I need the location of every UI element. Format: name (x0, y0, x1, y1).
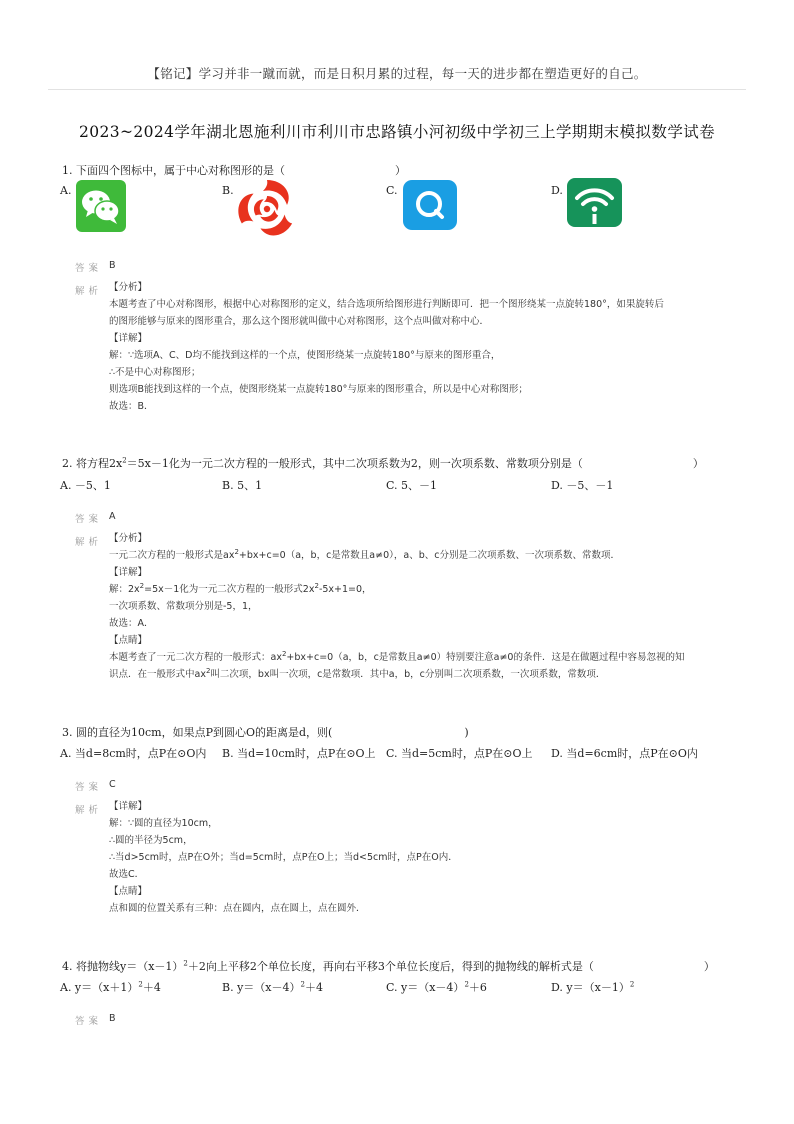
question-2-stem: 2. 将方程$2x^2=5x-1$化为一元二次方程的一般形式，其中二次项系数为2，则一次项系数、常数项分别是（ ） (62, 456, 704, 470)
analysis-line: 识点．在一般形式中$ax^2$叫二次项，bx叫一次项，c是常数项．其中a，b，c分别叫二次项系数，一次项系数，常数项． (109, 666, 606, 680)
q3-answer-label: 答案 (75, 782, 103, 793)
q1-answer-label: 答案 (75, 263, 103, 274)
analysis-line: 则选项B能找到这样的一个点，使图形绕某一点旋转180°与原来的图形重合，所以是中心对称图形； (109, 384, 528, 395)
q3-option-c: C. 当d=5cm时，点P在⊙O上 (386, 747, 533, 760)
q3-option-b: B. 当d=10cm时，点P在⊙O上 (222, 747, 376, 760)
q1-option-a-label: A. (60, 184, 72, 197)
analysis-line: 本题考查了中心对称图形，根据中心对称图形的定义，结合选项所给图形进行判断即可．把一个图形绕某一点旋转180°，如果旋转后 (109, 299, 664, 310)
analysis-line: 一次项系数、常数项分别是-5，1， (109, 601, 258, 612)
analysis-line: 解：∵圆的直径为10cm， (109, 818, 218, 829)
q4-answer-label: 答案 (75, 1016, 103, 1027)
q2-analysis (109, 530, 684, 683)
analysis-line: 解：$2x^2=5x-1$化为一元二次方程的一般形式$2x^2-5x+1=0$， (109, 581, 372, 595)
analysis-line: 【详解】 (109, 333, 148, 344)
q2-analysis-label: 解析 (75, 537, 103, 548)
analysis-line: ∴不是中心对称图形； (109, 367, 201, 378)
analysis-line: 【详解】 (109, 567, 148, 578)
analysis-line: 【分析】 (109, 533, 148, 544)
question-4-stem: 4. 将抛物线$y=(x-1)^2+2$向上平移2个单位长度，再向右平移3个单位长度后，得到的抛物线的解析式是（ ） (62, 959, 715, 973)
analysis-line: ∴当d>5cm时，点P在O外；当d=5cm时，点P在O上；当d<5cm时，点P在O内． (109, 852, 458, 863)
q4-option-c: C. $y=(x-4)^2+6$ (386, 980, 487, 994)
analysis-line: 故选C． (109, 869, 145, 880)
search-app-icon (403, 180, 457, 230)
analysis-line: 的图形能够与原来的图形重合，那么这个图形就叫做中心对称图形，这个点叫做对称中心． (109, 316, 490, 327)
q3-analysis (109, 798, 458, 917)
analysis-line: 故选：B． (109, 401, 154, 412)
q4-option-d: D. $y=(x-1)^2$ (551, 980, 635, 994)
q2-option-d: D. －5、－1 (551, 479, 614, 492)
phoenix-logo-icon (236, 178, 298, 240)
analysis-line: 【详解】 (109, 801, 148, 812)
wifi-signal-icon (567, 178, 622, 227)
analysis-line: 解：∵选项A、C、D均不能找到这样的一个点，使图形绕某一点旋转180°与原来的图形重合， (109, 350, 501, 361)
motto-banner: 【铭记】学习并非一蹴而就，而是日积月累的过程，每一天的进步都在塑造更好的自己。 (147, 66, 647, 81)
analysis-line: 【点睛】 (109, 886, 148, 897)
wechat-icon (76, 180, 126, 232)
page-title: 2023~2024学年湖北恩施利川市利川市忠路镇小河初级中学初三上学期期末模拟数学试卷 (78, 123, 716, 141)
question-3-stem: 3. 圆的直径为10cm，如果点P到圆心O的距离是d，则( ) (62, 726, 469, 739)
analysis-line: ∴圆的半径为5cm， (109, 835, 193, 846)
q4-answer-value: B (109, 1013, 116, 1024)
analysis-line: 故选：A． (109, 618, 154, 629)
q1-option-c-label: C. (386, 184, 398, 197)
q3-answer-value: C (109, 779, 116, 790)
q2-option-a: A. －5、1 (60, 479, 111, 492)
header-divider (48, 89, 746, 90)
q1-analysis (109, 279, 664, 415)
analysis-line: 【点睛】 (109, 635, 148, 646)
q2-option-c: C. 5、－1 (386, 479, 438, 492)
q4-option-a: A. $y=(x+1)^2+4$ (60, 980, 161, 994)
q2-answer-label: 答案 (75, 514, 103, 525)
q4-option-b: B. $y=(x-4)^2+4$ (222, 980, 323, 994)
question-1-stem: 1. 下面四个图标中，属于中心对称图形的是（ ） (62, 164, 406, 177)
q2-answer-value: A (109, 511, 116, 522)
analysis-line: 【分析】 (109, 282, 148, 293)
analysis-line: 本题考查了一元二次方程的一般形式：$ax^2+bx+c=0(a$，b，c是常数且a≠0）特别要注意a≠0的条件．这是在做题过程中容易忽视的知 (109, 649, 685, 663)
q3-option-d: D. 当d=6cm时，点P在⊙O内 (551, 747, 698, 760)
q1-analysis-label: 解析 (75, 286, 103, 297)
q1-option-d-label: D. (551, 184, 563, 197)
q2-option-b: B. 5、1 (222, 479, 263, 492)
analysis-line: 点和圆的位置关系有三种：点在圆内，点在圆上，点在圆外． (109, 903, 366, 914)
analysis-line: 一元二次方程的一般形式是$ax^2+bx+c=0(a$，b，c是常数且a≠0），a、b、c分别是二次项系数、一次项系数、常数项． (109, 547, 620, 561)
q3-analysis-label: 解析 (75, 805, 103, 816)
q1-answer-value: B (109, 260, 116, 271)
q3-option-a: A. 当d=8cm时，点P在⊙O内 (60, 747, 207, 760)
q1-option-b-label: B. (222, 184, 234, 197)
